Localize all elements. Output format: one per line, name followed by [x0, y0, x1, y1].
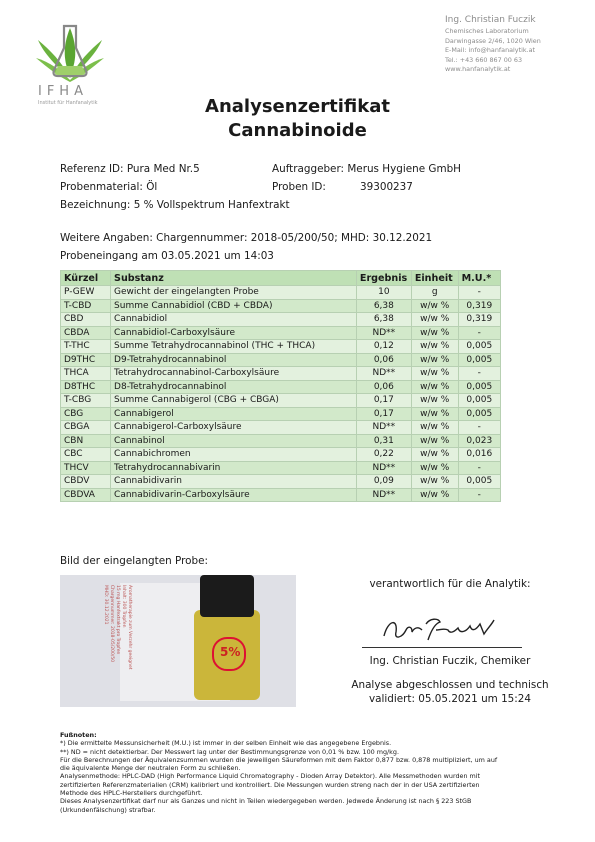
- footnote-line: Dieses Analysenzertifikat darf nur als Ganzes und nicht in Teilen wiedergegeben werden. Jedwede Änderung ist nach § 223 StGB: [60, 797, 472, 806]
- cell-einheit: w/w %: [411, 461, 458, 475]
- cell-ergebnis: ND**: [356, 488, 411, 502]
- col-header-mu: M.U.*: [458, 271, 500, 286]
- footnote-line: zertifizierten Referenzmaterialien (CRM) kalibriert und kontrolliert. Die Messungen wurden streng nach der in der USA zertifizierten: [60, 780, 480, 789]
- cell-kuerzel: D8THC: [61, 380, 111, 394]
- table-row: [61, 353, 501, 367]
- footnote-line: Analysenmethode: HPLC-DAD (High Performance Liquid Chromatography - Dioden Array Detektor). Alle Messmethoden wurden mit: [60, 772, 481, 781]
- cell-substanz: Tetrahydrocannabinol-Carboxylsäure: [111, 367, 357, 381]
- cell-ergebnis: 0,31: [356, 434, 411, 448]
- cell-ergebnis: 0,06: [356, 380, 411, 394]
- table-row: [61, 367, 501, 381]
- lab-owner-name: Ing. Christian Fuczik: [445, 15, 536, 25]
- cell-kuerzel: CBGA: [61, 421, 111, 435]
- cell-ergebnis: 0,06: [356, 353, 411, 367]
- cell-mu: 0,005: [458, 353, 500, 367]
- cell-ergebnis: 0,17: [356, 394, 411, 408]
- cell-ergebnis: ND**: [356, 461, 411, 475]
- signature-line: [362, 647, 522, 648]
- cell-kuerzel: D9THC: [61, 353, 111, 367]
- cell-einheit: w/w %: [411, 407, 458, 421]
- cell-mu: 0,005: [458, 407, 500, 421]
- cell-mu: 0,023: [458, 434, 500, 448]
- cell-substanz: Cannabigerol: [111, 407, 357, 421]
- product-box-text: [102, 585, 132, 670]
- logo-wordmark: IFHA: [38, 84, 88, 99]
- signature-icon: [378, 610, 498, 646]
- cell-kuerzel: CBC: [61, 448, 111, 462]
- footnote-line: Für die Berechnungen der Äquivalenzsummen wurden die jeweiligen Säureformen mit dem Faktor 0,877 bzw. 0,878 multipliziert, um auf: [60, 755, 498, 764]
- cell-substanz: Cannabidiol-Carboxylsäure: [111, 326, 357, 340]
- address-line: Darwingasse 2/46, 1020 Wien: [445, 36, 541, 45]
- box-text-line: 15 mg Hanfextrakt pro Tropfen: [115, 585, 120, 655]
- table-row: [61, 299, 501, 313]
- cell-substanz: Tetrahydrocannabivarin: [111, 461, 357, 475]
- table-row: [61, 394, 501, 408]
- footnote-line: Methode des HPLC-Herstellers durchgeführt.: [60, 789, 203, 798]
- footnotes-heading: Fußnoten:: [60, 731, 97, 739]
- cell-mu: 0,005: [458, 475, 500, 489]
- footnote-line: die äquivalente Menge der neutralen Form zu schließen.: [60, 764, 241, 773]
- cell-kuerzel: THCA: [61, 367, 111, 381]
- address-email: E-Mail: info@hanfanalytik.at: [445, 46, 536, 55]
- box-text-line: MHD: 30.12.2021: [103, 585, 108, 625]
- footnote-line: (Urkundenfälschung) strafbar.: [60, 805, 156, 814]
- additional-info: Weitere Angaben: Chargennummer: 2018-05/200/50; MHD: 30.12.2021: [60, 232, 433, 244]
- cell-kuerzel: CBD: [61, 313, 111, 327]
- cell-ergebnis: 0,22: [356, 448, 411, 462]
- cell-einheit: w/w %: [411, 448, 458, 462]
- cell-kuerzel: CBG: [61, 407, 111, 421]
- box-text-line: Inhalt: 300 Tropfen: [121, 585, 126, 628]
- cell-einheit: w/w %: [411, 340, 458, 354]
- cell-substanz: D8-Tetrahydrocannabinol: [111, 380, 357, 394]
- cell-mu: 0,005: [458, 340, 500, 354]
- col-header-ergebnis: Ergebnis: [356, 271, 411, 286]
- table-row: [61, 313, 501, 327]
- footnote-line: *) Die ermittelte Messunsicherheit (M.U.) ist immer in der selben Einheit wie das angegebene Ergebnis.: [60, 739, 392, 748]
- cell-mu: 0,005: [458, 380, 500, 394]
- table-row: [61, 326, 501, 340]
- cell-substanz: Cannabichromen: [111, 448, 357, 462]
- cell-mu: 0,005: [458, 394, 500, 408]
- box-text-line: Aromatherapie zum Verzehr geeignet: [127, 585, 132, 670]
- table-row: [61, 407, 501, 421]
- cell-mu: 0,016: [458, 448, 500, 462]
- sample-photo: [60, 575, 296, 707]
- cell-mu: 0,319: [458, 313, 500, 327]
- footnote-line: **) ND = nicht detektierbar. Der Messwert lag unter der Bestimmungsgrenze von 0,01 % bzw. 100 mg/kg.: [60, 747, 399, 756]
- cell-ergebnis: 0,09: [356, 475, 411, 489]
- table-row: [61, 448, 501, 462]
- cell-substanz: D9-Tetrahydrocannabinol: [111, 353, 357, 367]
- box-text-line: Chargennummer: 2018-05/200/50: [109, 585, 114, 663]
- reference-id: Referenz ID: Pura Med Nr.5: [60, 163, 200, 175]
- designation: Bezeichnung: 5 % Vollspektrum Hanfextrakt: [60, 199, 290, 211]
- photo-caption: Bild der eingelangten Probe:: [60, 555, 208, 567]
- address-website: www.hanfanalytik.at: [445, 65, 511, 74]
- results-table: [60, 270, 501, 502]
- document-title: Analysenzertifikat: [205, 96, 390, 117]
- address-line: Chemisches Laboratorium: [445, 27, 529, 35]
- sample-id-label: Proben ID:: [272, 181, 326, 193]
- cell-ergebnis: 6,38: [356, 299, 411, 313]
- analysis-closed-line1: Analyse abgeschlossen und technisch: [351, 679, 549, 691]
- table-row: [61, 421, 501, 435]
- analysis-closed-line2: validiert: 05.05.2021 um 15:24: [368, 693, 532, 705]
- logo-tagline: Institut für Hanfanalytik: [38, 100, 98, 106]
- cell-mu: -: [458, 286, 500, 300]
- cell-mu: -: [458, 421, 500, 435]
- cell-kuerzel: T-CBD: [61, 299, 111, 313]
- cell-ergebnis: ND**: [356, 326, 411, 340]
- cell-substanz: Summe Cannabidiol (CBD + CBDA): [111, 299, 357, 313]
- cell-kuerzel: CBDVA: [61, 488, 111, 502]
- cell-kuerzel: CBDV: [61, 475, 111, 489]
- cell-einheit: w/w %: [411, 380, 458, 394]
- cell-einheit: w/w %: [411, 421, 458, 435]
- cell-substanz: Gewicht der eingelangten Probe: [111, 286, 357, 300]
- cell-einheit: w/w %: [411, 475, 458, 489]
- document-subtitle: Cannabinoide: [228, 120, 367, 141]
- cell-einheit: w/w %: [411, 353, 458, 367]
- sample-id: 39300237: [360, 181, 413, 193]
- cell-substanz: Cannabigerol-Carboxylsäure: [111, 421, 357, 435]
- signature-heading: verantwortlich für die Analytik:: [369, 578, 531, 590]
- cell-mu: 0,319: [458, 299, 500, 313]
- sample-receipt: Probeneingang am 03.05.2021 um 14:03: [60, 250, 274, 262]
- cell-mu: -: [458, 488, 500, 502]
- footnotes: [60, 731, 560, 814]
- col-header-substanz: Substanz: [111, 271, 357, 286]
- lab-address-block: [445, 14, 585, 75]
- cell-einheit: w/w %: [411, 394, 458, 408]
- cell-ergebnis: ND**: [356, 367, 411, 381]
- cell-kuerzel: CBN: [61, 434, 111, 448]
- table-row: [61, 475, 501, 489]
- cell-mu: -: [458, 461, 500, 475]
- cell-ergebnis: 0,12: [356, 340, 411, 354]
- cell-ergebnis: 10: [356, 286, 411, 300]
- cell-substanz: Summe Cannabigerol (CBG + CBGA): [111, 394, 357, 408]
- cell-kuerzel: CBDA: [61, 326, 111, 340]
- address-phone: Tel.: +43 660 867 00 63: [445, 55, 523, 64]
- cell-kuerzel: P-GEW: [61, 286, 111, 300]
- chemist-name: Ing. Christian Fuczik, Chemiker: [369, 655, 531, 667]
- cell-einheit: w/w %: [411, 434, 458, 448]
- cell-mu: -: [458, 367, 500, 381]
- col-header-einheit: Einheit: [411, 271, 458, 286]
- cell-einheit: w/w %: [411, 313, 458, 327]
- bottle-label-text: 5%: [220, 645, 241, 659]
- cell-einheit: w/w %: [411, 367, 458, 381]
- cell-substanz: Cannabinol: [111, 434, 357, 448]
- cell-substanz: Cannabidivarin-Carboxylsäure: [111, 488, 357, 502]
- cell-kuerzel: T-THC: [61, 340, 111, 354]
- table-row: [61, 488, 501, 502]
- table-row: [61, 340, 501, 354]
- table-header-row: [61, 271, 501, 286]
- cell-ergebnis: ND**: [356, 421, 411, 435]
- bottle-cap: [200, 575, 254, 617]
- cell-kuerzel: T-CBG: [61, 394, 111, 408]
- cell-einheit: w/w %: [411, 299, 458, 313]
- cell-einheit: w/w %: [411, 488, 458, 502]
- cell-ergebnis: 0,17: [356, 407, 411, 421]
- table-row: [61, 286, 501, 300]
- cell-substanz: Cannabidiol: [111, 313, 357, 327]
- cell-ergebnis: 6,38: [356, 313, 411, 327]
- cell-substanz: Cannabidivarin: [111, 475, 357, 489]
- table-row: [61, 461, 501, 475]
- cell-einheit: g: [411, 286, 458, 300]
- sample-material: Probenmaterial: Öl: [60, 181, 158, 193]
- cell-einheit: w/w %: [411, 326, 458, 340]
- table-row: [61, 434, 501, 448]
- cell-substanz: Summe Tetrahydrocannabinol (THC + THCA): [111, 340, 357, 354]
- client: Auftraggeber: Merus Hygiene GmbH: [272, 163, 461, 175]
- cell-kuerzel: THCV: [61, 461, 111, 475]
- cell-mu: -: [458, 326, 500, 340]
- table-row: [61, 380, 501, 394]
- col-header-kuerzel: Kürzel: [61, 271, 111, 286]
